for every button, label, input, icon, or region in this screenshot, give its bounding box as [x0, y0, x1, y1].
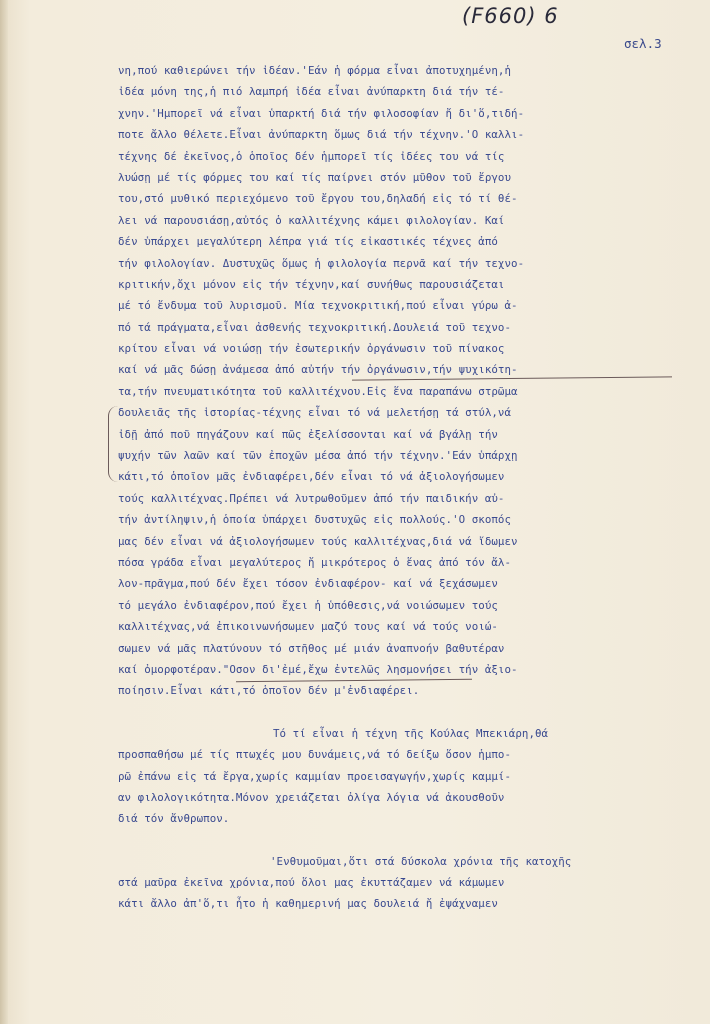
text-line: 'Ενθυμοῦμαι,ὅτι στά δύσκολα χρόνια τῆς κατοχῆς: [270, 854, 572, 868]
text-line: μέ τό ἔνδυμα τοῦ λυρισμοῦ. Μία τεχνοκριτική,πού εἶναι γύρω ἀ-: [118, 299, 518, 313]
text-line: κριτικήν,ὄχι μόνον εἰς τήν τέχνην,καί συνήθως παρουσιάζεται: [118, 277, 505, 291]
text-line: καλλιτέχνας,νά ἐπικοινωνήσωμεν μαζύ τους καί νά τούς νοιώ-: [118, 620, 498, 634]
text-line: πόσα γράδα εἶναι μεγαλύτερος ἤ μικρότερος ὁ ἕνας ἀπό τόν ἄλ-: [118, 555, 512, 569]
paragraph-gap: [118, 702, 693, 723]
paragraph-2: [118, 723, 693, 830]
pencil-margin-bracket: [108, 406, 123, 482]
text-line: σωμεν νά μᾶς πλατύνουν τό στῆθος μέ μιάν ἀναπνοήν βαθυτέραν: [118, 641, 505, 655]
text-line: στά μαῦρα ἐκεῖνα χρόνια,πού ὅλοι μας ἐκυττάζαμεν νά κάμωμεν: [118, 876, 505, 890]
text-line: τέχνης δέ ἐκεῖνος,ὁ ὁποῖος δέν ἡμπορεῖ τίς ἰδέες του νά τίς: [118, 149, 505, 163]
text-line: αν φιλολογικότητα.Μόνον χρειάζεται ὀλίγα λόγια νά ἀκουσθοῦν: [118, 790, 505, 804]
text-line: νη,πού καθιερώνει τήν ἰδέαν.'Εάν ἡ φόρμα εἶναι ἀποτυχημένη,ἡ: [118, 64, 512, 77]
text-line: τήν ἀντίληψιν,ἡ ὁποία ὑπάρχει δυστυχῶς εἰς πολλούς.'Ο σκοπός: [118, 513, 512, 527]
text-line: προσπαθήσω μέ τίς πτωχές μου δυνάμεις,νά τό δείξω ὅσον ἡμπο-: [118, 748, 512, 762]
text-line: καί νά μᾶς δώσῃ ἀνάμεσα ἀπό αὐτήν τήν ὀργάνωσιν,τήν ψυχικότη-: [118, 363, 518, 377]
text-line: κάτι ἄλλο ἀπ'ὅ,τι ἦτο ἡ καθημερινή μας δουλειά ἤ ἐψάχναμεν: [118, 897, 498, 911]
text-line: ἰδῇ ἀπό ποῦ πηγάζουν καί πῶς ἐξελίσσονται καί νά βγάλῃ τήν: [118, 427, 498, 441]
text-line: τα,τήν πνευματικότητα τοῦ καλλιτέχνου.Εἰς ἕνα παραπάνω στρῶμα: [118, 384, 518, 398]
text-line: τήν φιλολογίαν. Δυστυχῶς ὅμως ἡ φιλολογία περνᾶ καί τήν τεχνο-: [118, 256, 525, 270]
paragraph-3: [118, 851, 693, 915]
text-line: λει νά παρουσιάσῃ,αὐτός ὁ καλλιτέχνης κάμει φιλολογίαν. Καί: [118, 213, 505, 227]
text-line: ποτε ἄλλο θέλετε.Εἶναι ἀνύπαρκτη ὅμως διά τήν τέχνην.'Ο καλλι-: [118, 128, 525, 142]
text-line: ποίησιν.Εἶναι κάτι,τό ὁποῖον δέν μ'ἐνδιαφέρει.: [118, 684, 420, 698]
text-line: χνην.'Ημπορεῖ νά εἶναι ὑπαρκτή διά τήν φιλοσοφίαν ἤ δι'ὅ,τιδή-: [118, 106, 525, 120]
text-line: διά τόν ἄνθρωπον.: [118, 812, 230, 826]
text-line: Τό τί εἶναι ἡ τέχνη τῆς Κούλας Μπεκιάρη,θά: [273, 726, 549, 740]
paragraph-1: [118, 60, 693, 702]
text-line: του,στό μυθικό περιεχόμενο τοῦ ἔργου του,δηλαδή εἰς τό τί θέ-: [118, 192, 518, 206]
typed-text-body: [118, 60, 693, 915]
text-line: καί ὀμορφοτέραν."Οσον δι'ἐμέ,ἔχω ἐντελῶς λησμονήσει τήν ἀξιο-: [118, 662, 518, 676]
paragraph-gap: [118, 830, 693, 851]
text-line: μας δέν εἶναι νά ἀξιολογήσωμεν τούς καλλιτέχνας,διά νά ἴδωμεν: [118, 534, 518, 548]
text-line: κάτι,τό ὁποῖον μᾶς ἐνδιαφέρει,δέν εἶναι τό νά ἀξιολογήσωμεν: [118, 470, 505, 484]
page-number: σελ.3: [624, 36, 662, 51]
text-line: ψυχήν τῶν λαῶν καί τῶν ἐποχῶν μέσα ἀπό τήν τέχνην.'Εάν ὑπάρχῃ: [118, 449, 518, 463]
page-binding-shadow: [0, 0, 8, 1024]
text-line: τούς καλλιτέχνας.Πρέπει νά λυτρωθοῦμεν ἀπό τήν παιδικήν αὐ-: [118, 491, 505, 505]
text-line: λυώσῃ μέ τίς φόρμες του καί τίς παίρνει στόν μῦθον τοῦ ἔργου: [118, 170, 512, 184]
text-line: ρῶ ἐπάνω εἰς τά ἔργα,χωρίς καμμίαν προεισαγωγήν,χωρίς καμμί-: [118, 769, 512, 783]
text-line: ἰδέα μόνη της,ἡ πιό λαμπρή ἰδέα εἶναι ἀνύπαρκτη διά τήν τέ-: [118, 85, 505, 99]
text-line: τό μεγάλο ἐνδιαφέρον,πού ἔχει ἡ ὑπόθεσις,νά νοιώσωμεν τούς: [118, 598, 498, 612]
text-line: δέν ὑπάρχει μεγαλύτερη λέπρα γιά τίς εἰκαστικές τέχνες ἀπό: [118, 235, 498, 249]
text-line: λον-πρᾶγμα,πού δέν ἔχει τόσον ἐνδιαφέρον- καί νά ξεχάσωμεν: [118, 577, 498, 591]
text-line: πό τά πράγματα,εἶναι ἀσθενής τεχνοκριτική.Δουλειά τοῦ τεχνο-: [118, 320, 512, 334]
text-line: δουλειᾶς τῆς ἱστορίας-τέχνης εἶναι τό νά μελετήσῃ τά στύλ,νά: [118, 406, 512, 420]
archive-reference: (F660) 6: [462, 4, 559, 28]
text-line: κρίτου εἶναι νά νοιώσῃ τήν ἐσωτερικήν ὀργάνωσιν τοῦ πίνακος: [118, 342, 505, 356]
